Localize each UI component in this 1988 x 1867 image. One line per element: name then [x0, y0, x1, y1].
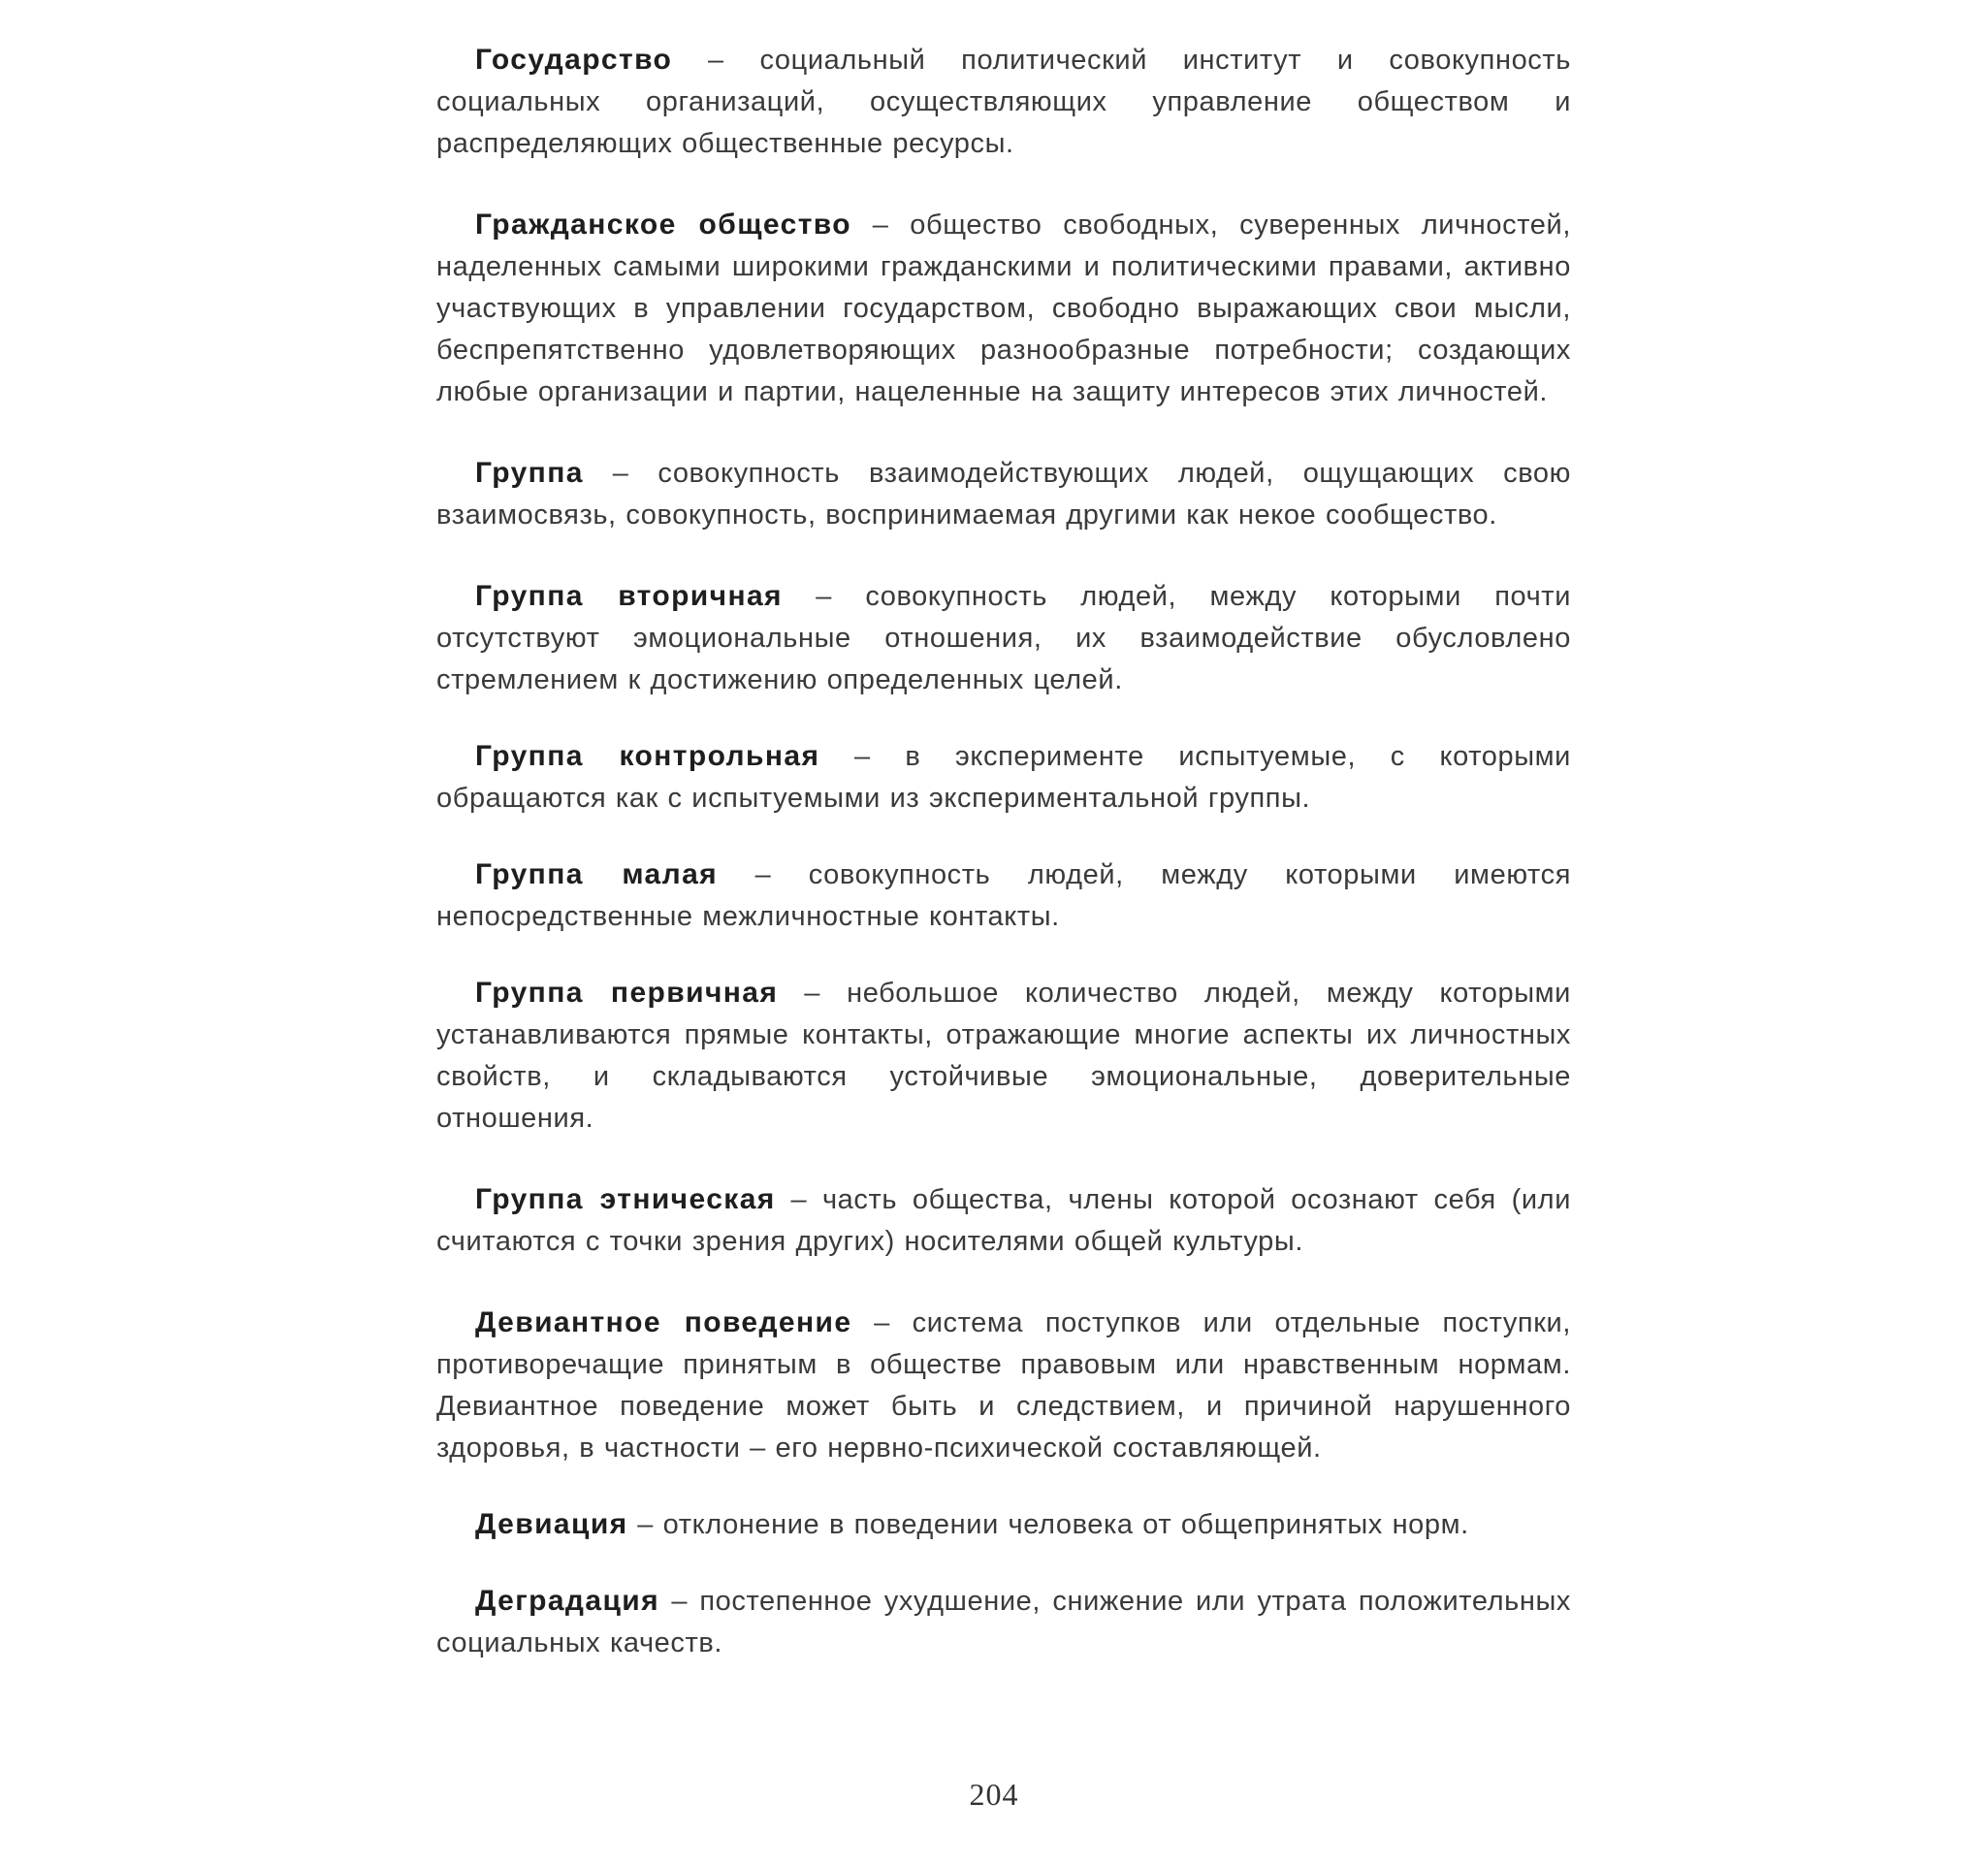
entry-term: Деградация: [475, 1585, 660, 1617]
entry-definition: – отклонение в поведении человека от общепринятых норм.: [627, 1509, 1469, 1540]
entry-term: Девиантное поведение: [475, 1306, 852, 1338]
glossary-entry-gruppa-kontrolnaya: [436, 735, 1571, 819]
entry-term: Группа контрольная: [475, 740, 820, 772]
entry-term: Государство: [475, 44, 673, 76]
glossary-entry-deviantnoe-povedenie: [436, 1302, 1571, 1468]
page-number: 204: [969, 1777, 1019, 1812]
entry-definition: – небольшое количество людей, между которыми устанавливаются прямые контакты, отражающие многие аспекты их личностных свойств, и складываются устойчивые эмоциональные, доверительные отношения.: [436, 978, 1571, 1134]
glossary-entry-gruppa-vtorichnaya: [436, 575, 1571, 700]
glossary-entry-gruppa-etnicheskaya: [436, 1178, 1571, 1262]
entry-definition: – совокупность людей, между которыми почти отсутствуют эмоциональные отношения, их взаимодействие обусловлено стремлением к достижению определенных целей.: [436, 581, 1571, 695]
entry-definition: – система поступков или отдельные поступки, противоречащие принятым в обществе правовым или нравственным нормам. Девиантное поведение может быть и следствием, и причиной нарушенного здоровья, в частности – его нервно-психической составляющей.: [436, 1307, 1571, 1464]
entry-term: Группа: [475, 457, 584, 489]
entry-definition: – общество свободных, суверенных личностей, наделенных самыми широкими гражданскими и политическими правами, активно участвующих в управлении государством, свободно выражающих свои мысли, беспрепятственно удовлетворяющих разнообразные потребности; создающих любые организации и партии, нацеленные на защиту интересов этих личностей.: [436, 209, 1571, 407]
entry-definition: – постепенное ухудшение, снижение или утрата положительных социальных качеств.: [436, 1586, 1571, 1658]
entry-definition: – совокупность взаимодействующих людей, ощущающих свою взаимосвязь, совокупность, воспринимаемая другими как некое сообщество.: [436, 458, 1571, 531]
glossary-entry-grazhdanskoe-obshchestvo: [436, 204, 1571, 412]
entry-definition: – социальный политический институт и совокупность социальных организаций, осуществляющих управление обществом и распределяющих общественные ресурсы.: [436, 45, 1571, 159]
entry-term: Гражданское общество: [475, 209, 851, 241]
entry-definition: – в эксперименте испытуемые, с которыми обращаются как с испытуемыми из экспериментальной группы.: [436, 741, 1571, 814]
glossary-page: [436, 39, 1571, 1703]
glossary-entry-gosudarstvo: [436, 39, 1571, 164]
entry-term: Девиация: [475, 1508, 628, 1540]
glossary-entry-deviatsiya: [436, 1503, 1571, 1545]
entry-term: Группа первичная: [475, 977, 779, 1009]
entry-definition: – часть общества, члены которой осознают себя (или считаются с точки зрения других) носителями общей культуры.: [436, 1184, 1572, 1257]
glossary-entry-gruppa: [436, 452, 1571, 535]
glossary-entry-degradatsiya: [436, 1580, 1571, 1663]
glossary-entry-gruppa-pervichnaya: [436, 972, 1571, 1139]
glossary-entry-gruppa-malaya: [436, 853, 1571, 937]
entry-term: Группа малая: [475, 858, 719, 890]
entry-definition: – совокупность людей, между которыми имеются непосредственные межличностные контакты.: [436, 859, 1571, 932]
entry-term: Группа вторичная: [475, 580, 783, 612]
entry-term: Группа этническая: [475, 1183, 776, 1215]
